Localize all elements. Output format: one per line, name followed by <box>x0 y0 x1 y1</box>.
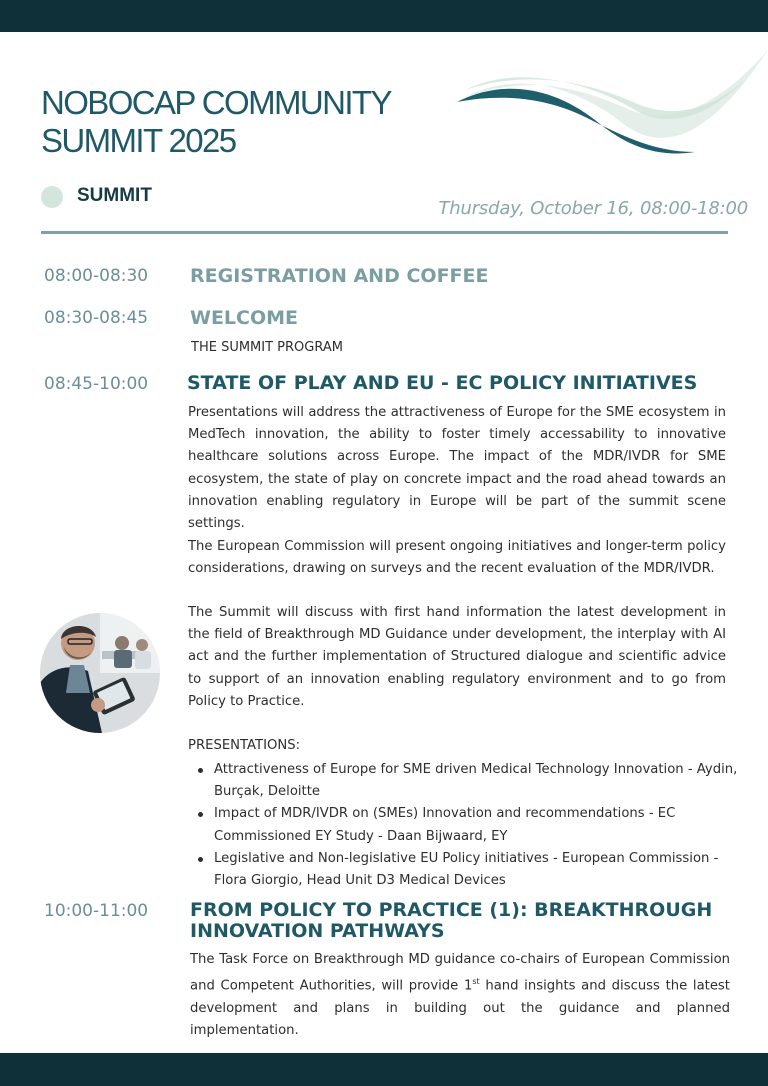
ordinal-suffix: st <box>472 977 480 987</box>
bottom-banner <box>0 1053 768 1086</box>
presentations-list <box>190 759 752 892</box>
list-item: Attractiveness of Europe for SME driven Medical Technology Innovation - Aydin, Burçak, Deloitte <box>214 759 752 803</box>
agenda-title: FROM POLICY TO PRACTICE (1): BREAKTHROUGH INNOVATION PATHWAYS <box>190 899 713 942</box>
agenda-description: Presentations will address the attractiveness of Europe for the SME ecosystem in MedTech innovation, the ability to foster timely accessability to innovative healthcare solutions across Europe. The impact of the MDR/IVDR for SME ecosystem, the state of play on concrete impact and the road ahead towards an innovation enabling regulatory in Europe will be part of the summit scene settings. <box>188 405 726 532</box>
agenda-title: REGISTRATION AND COFFEE <box>190 265 489 287</box>
agenda-time: 08:45-10:00 <box>44 374 149 394</box>
agenda-title: STATE OF PLAY AND EU - EC POLICY INITIATIVES <box>187 372 698 394</box>
agenda-description: The Summit will discuss with first hand information the latest development in the field of Breakthrough MD Guidance under development, the interplay with AI act and the further implementation of Structured dialogue and scientific advice to support of an innovation enabling regulatory environment and to go from Policy to Practice. <box>188 605 726 709</box>
title-line-1: NOBOCAP COMMUNITY <box>41 84 391 121</box>
page-title <box>41 84 461 160</box>
wave-decoration <box>455 40 768 160</box>
top-banner <box>0 0 768 32</box>
description-text: The Task Force on Breakthrough MD guidance co-chairs of European Commission and Competent Authorities, will provide 1 <box>190 952 730 994</box>
agenda-description <box>190 949 730 1042</box>
agenda-time: 08:30-08:45 <box>44 308 149 328</box>
agenda-time: 10:00-11:00 <box>44 901 149 921</box>
list-item: Legislative and Non-legislative EU Policy initiatives - European Commission - Flora Giorgio, Head Unit D3 Medical Devices <box>214 848 752 892</box>
list-item: Impact of MDR/IVDR on (SMEs) Innovation and recommendations - EC Commissioned EY Study - Daan Bijwaard, EY <box>214 803 752 847</box>
title-line-2: SUMMIT 2025 <box>41 122 236 159</box>
event-date: Thursday, October 16, 08:00-18:00 <box>438 198 748 219</box>
section-dot <box>41 186 63 208</box>
description-text: hand insights and discuss the latest development and plans in building out the guidance and planned implementation. <box>190 978 730 1038</box>
agenda-title: WELCOME <box>190 307 299 329</box>
section-label: SUMMIT <box>77 185 152 206</box>
agenda-description: The European Commission will present ongoing initiatives and longer-term policy considerations, drawing on surveys and the recent evaluation of the MDR/IVDR. <box>188 539 726 577</box>
agenda-time: 08:00-08:30 <box>44 266 149 286</box>
speaker-photo <box>40 613 160 733</box>
agenda-subtitle: THE SUMMIT PROGRAM <box>191 340 343 355</box>
presentations-label: PRESENTATIONS: <box>188 738 301 753</box>
header-divider <box>41 231 728 234</box>
